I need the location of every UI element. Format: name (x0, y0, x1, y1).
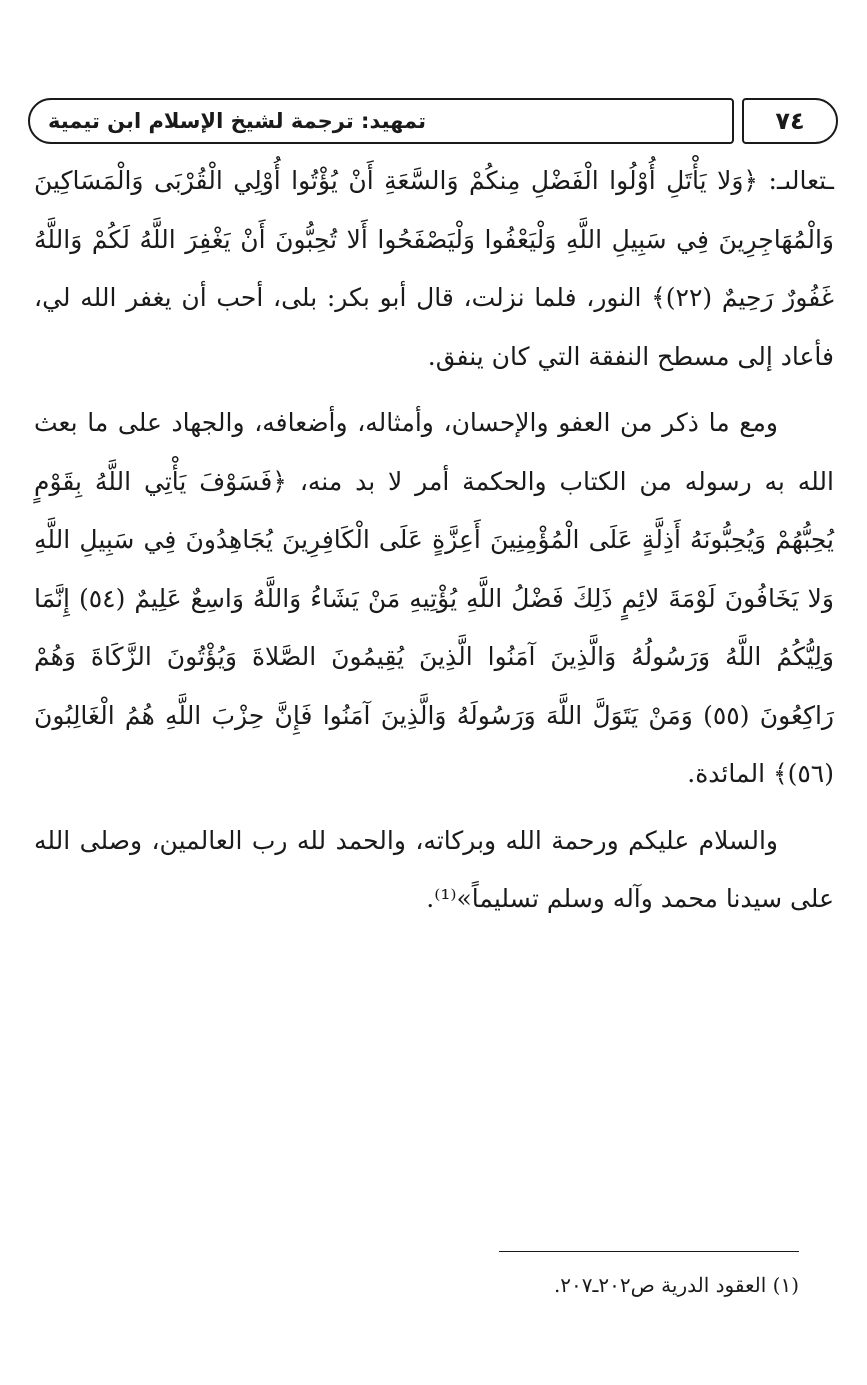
header-title-frame (28, 98, 734, 144)
main-text (34, 152, 834, 929)
footnote-1: (١) العقود الدرية ص٢٠٢ـ٢٠٧. (553, 1273, 799, 1297)
footnote-divider (499, 1251, 799, 1252)
paragraph-2: ومع ما ذكر من العفو والإحسان، وأمثاله، وأضعافه، والجهاد على ما بعث الله به رسوله من الكتاب والحكمة أمر لا بد منه، ﴿فَسَوْفَ يَأْتِي اللَّهُ بِقَوْمٍ يُحِبُّهُمْ وَيُحِبُّونَهُ أَذِلَّةٍ عَلَى الْمُؤْمِنِينَ أَعِزَّةٍ عَلَى الْكَافِرِينَ يُجَاهِدُونَ فِي سَبِيلِ اللَّهِ وَلا يَخَافُونَ لَوْمَةَ لائِمٍ ذَلِكَ فَضْلُ اللَّهِ يُؤْتِيهِ مَنْ يَشَاءُ وَاللَّهُ وَاسِعٌ عَلِيمٌ (٥٤) إِنَّمَا وَلِيُّكُمُ اللَّهُ وَرَسُولُهُ وَالَّذِينَ آمَنُوا الَّذِينَ يُقِيمُونَ الصَّلاةَ وَيُؤْتُونَ الزَّكَاةَ وَهُمْ رَاكِعُونَ (٥٥) وَمَنْ يَتَوَلَّ اللَّهَ وَرَسُولَهُ وَالَّذِينَ آمَنُوا فَإِنَّ حِزْبَ اللَّهِ هُمُ الْغَالِبُونَ (٥٦)﴾ المائدة. (34, 408, 834, 788)
page-number-frame (742, 98, 838, 144)
running-header (28, 98, 838, 148)
footnotes (59, 1270, 799, 1300)
paragraph-3: والسلام عليكم ورحمة الله وبركاته، والحمد لله رب العالمين، وصلى الله على سيدنا محمد وآله وسلم تسليماً»⁽¹⁾. (34, 825, 834, 913)
page-number: ٧٤ (775, 107, 805, 135)
paragraph-1: ـتعالىـ: ﴿وَلا يَأْتَلِ أُوْلُوا الْفَضْلِ مِنكُمْ وَالسَّعَةِ أَنْ يُؤْتُوا أُوْلِي الْقُرْبَى وَالْمَسَاكِينَ وَالْمُهَاجِرِينَ فِي سَبِيلِ اللَّهِ وَلْيَعْفُوا وَلْيَصْفَحُوا أَلا تُحِبُّونَ أَنْ يَغْفِرَ اللَّهُ لَكُمْ وَاللَّهُ غَفُورٌ رَحِيمٌ (٢٢)﴾ النور، فلما نزلت، قال أبو بكر: بلى، أحب أن يغفر الله لي، فأعاد إلى مسطح النفقة التي كان ينفق. (34, 166, 834, 371)
chapter-title: تمهيد: ترجمة لشيخ الإسلام ابن تيمية (48, 109, 426, 133)
